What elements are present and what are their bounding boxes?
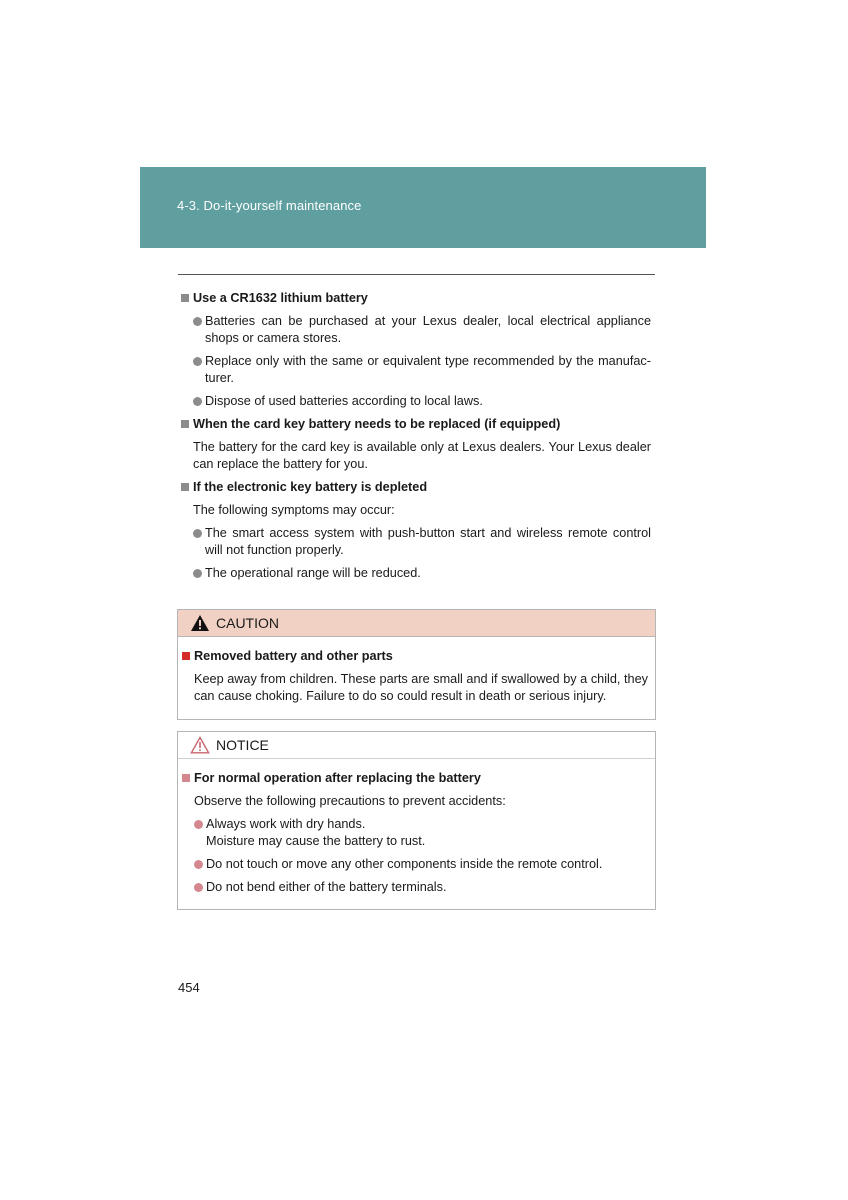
- caution-heading: Removed battery and other parts: [182, 648, 648, 665]
- square-marker-icon: [182, 774, 190, 782]
- list-item: Batteries can be purchased at your Lexus dealer, local electrical appliance shops or camera stores.: [193, 313, 651, 347]
- bullet-dot-icon: [194, 860, 203, 869]
- list-item: Do not touch or move any other components inside the remote control.: [194, 856, 648, 873]
- list-item: Always work with dry hands. Moisture may cause the battery to rust.: [194, 816, 648, 850]
- page-number: 454: [178, 980, 200, 995]
- notice-triangle-icon: [190, 736, 210, 754]
- list-item: Replace only with the same or equivalent type recommended by the manufac-turer.: [193, 353, 651, 387]
- notice-body: [182, 770, 648, 902]
- section-heading: If the electronic key battery is depleted: [181, 479, 651, 496]
- bullet-dot-icon: [194, 820, 203, 829]
- square-marker-icon: [182, 652, 190, 660]
- caution-box: [177, 609, 656, 720]
- bullet-dot-icon: [193, 397, 202, 406]
- section-title: 4-3. Do-it-yourself maintenance: [177, 198, 362, 213]
- paragraph: The following symptoms may occur:: [193, 503, 395, 517]
- caution-body: [182, 648, 648, 711]
- main-content: [181, 290, 651, 588]
- section-heading: When the card key battery needs to be replaced (if equipped): [181, 416, 651, 433]
- notice-header: [178, 732, 655, 759]
- caution-label: CAUTION: [216, 615, 279, 631]
- list-item: The operational range will be reduced.: [193, 565, 651, 582]
- notice-label: NOTICE: [216, 737, 269, 753]
- notice-text: Observe the following precautions to prevent accidents:: [194, 794, 506, 808]
- caution-text: Keep away from children. These parts are small and if swallowed by a child, they can cause choking. Failure to do so could result in death or serious injury.: [194, 672, 648, 703]
- notice-heading: For normal operation after replacing the battery: [182, 770, 648, 787]
- section-header-band: [140, 167, 706, 248]
- section-heading: Use a CR1632 lithium battery: [181, 290, 651, 307]
- bullet-dot-icon: [193, 357, 202, 366]
- square-marker-icon: [181, 294, 189, 302]
- warning-triangle-icon: [190, 614, 210, 632]
- square-marker-icon: [181, 420, 189, 428]
- bullet-dot-icon: [193, 569, 202, 578]
- notice-box: [177, 731, 656, 910]
- list-item: The smart access system with push-button start and wireless remote control will not function properly.: [193, 525, 651, 559]
- divider-rule: [178, 274, 655, 275]
- bullet-dot-icon: [193, 529, 202, 538]
- paragraph: The battery for the card key is available only at Lexus dealers. Your Lexus dealer can replace the battery for you.: [193, 440, 651, 471]
- list-item: Dispose of used batteries according to local laws.: [193, 393, 651, 410]
- bullet-dot-icon: [193, 317, 202, 326]
- caution-header: [178, 610, 655, 637]
- square-marker-icon: [181, 483, 189, 491]
- list-item: Do not bend either of the battery terminals.: [194, 879, 648, 896]
- bullet-dot-icon: [194, 883, 203, 892]
